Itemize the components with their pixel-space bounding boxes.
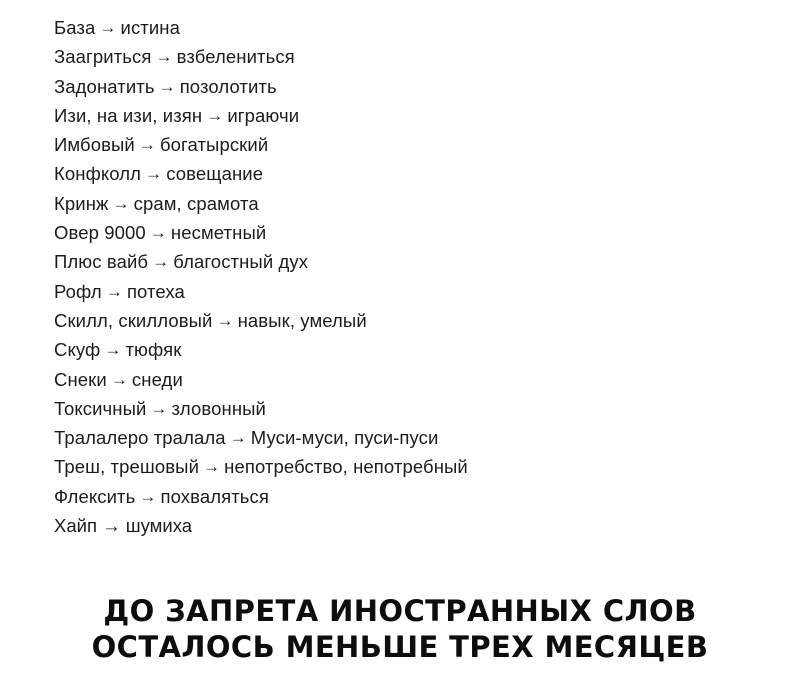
slang-term: Задонатить [54,75,155,97]
list-item [54,219,800,248]
list-item [54,131,800,160]
slang-meaning: несметный [170,222,267,244]
slang-meaning: благостный дух [173,251,309,273]
list-item [54,336,800,365]
arrow-icon: → [203,457,221,477]
arrow-icon: → [104,340,122,360]
list-item [54,14,800,43]
list-item-cropped: Хайп → шумиха [54,515,193,537]
slang-meaning: зловонный [171,397,266,419]
slang-term: Флексить [54,485,136,507]
slang-meaning: потеха [126,280,185,302]
slang-meaning: похваляться [160,485,270,507]
slang-term: Плюс вайб [54,251,149,273]
arrow-icon: → [150,398,168,418]
list-item [54,424,800,453]
slang-term: Скуф [54,339,101,361]
caption-banner [0,593,800,689]
arrow-icon: → [145,164,163,184]
arrow-icon: → [99,18,117,37]
arrow-icon: → [152,252,170,272]
slang-meaning: тюфяк [125,339,182,361]
caption-line-2: ОСТАЛОСЬ МЕНЬШЕ ТРЕХ МЕСЯЦЕВ [91,630,709,664]
arrow-icon: → [110,369,128,389]
arrow-icon: → [112,193,130,213]
arrow-icon: → [155,47,173,67]
slang-meaning: Муси-муси, пуси-пуси [250,427,439,449]
list-item [54,453,800,482]
slang-term: Имбовый [54,134,135,156]
list-item [54,160,800,189]
slang-term: Токсичный [54,397,147,419]
list-item [54,102,800,131]
caption-line-1: ДО ЗАПРЕТА ИНОСТРАННЫХ СЛОВ [103,594,697,628]
list-item [54,190,800,219]
arrow-icon: → [158,76,176,96]
list-item [54,248,800,277]
slang-term: Тралалеро тралала [54,427,226,449]
slang-meaning: играючи [227,104,300,126]
slang-term: База [54,17,96,38]
list-item [54,395,800,424]
list-item [54,278,800,307]
slang-meaning: навык, умелый [237,309,367,331]
arrow-icon: → [229,428,247,448]
slang-meaning: срам, срамота [133,192,259,214]
slang-term: Овер 9000 [54,222,146,244]
slang-term: Скилл, скилловый [54,309,213,331]
slang-term: Рофл [54,280,102,302]
list-item [54,483,800,512]
list-item [54,43,800,72]
slang-meaning: совещание [166,163,264,185]
slang-term: Кринж [54,192,109,214]
arrow-icon: → [139,486,157,506]
arrow-icon: → [206,105,224,125]
slang-meaning: непотребство, непотребный [224,456,468,478]
slang-term: Снеки [54,368,107,390]
list-item [54,366,800,395]
spacer [0,521,800,593]
arrow-icon: → [138,135,156,155]
list-item [54,307,800,336]
slang-meaning: богатырский [159,134,269,156]
arrow-icon: → [216,310,234,330]
arrow-icon: → [105,281,123,301]
arrow-icon: → [149,223,167,243]
slang-meaning: истина [120,17,181,38]
slang-term: Изи, на изи, изян [54,104,203,126]
slang-term: Треш, трешовый [54,456,200,478]
slang-term: Заагриться [54,46,152,68]
slang-meaning: позолотить [179,75,277,97]
slang-meaning: взбелениться [176,46,295,68]
slang-meaning: снеди [131,368,183,390]
list-item [54,73,800,102]
slang-term: Конфколл [54,163,142,185]
